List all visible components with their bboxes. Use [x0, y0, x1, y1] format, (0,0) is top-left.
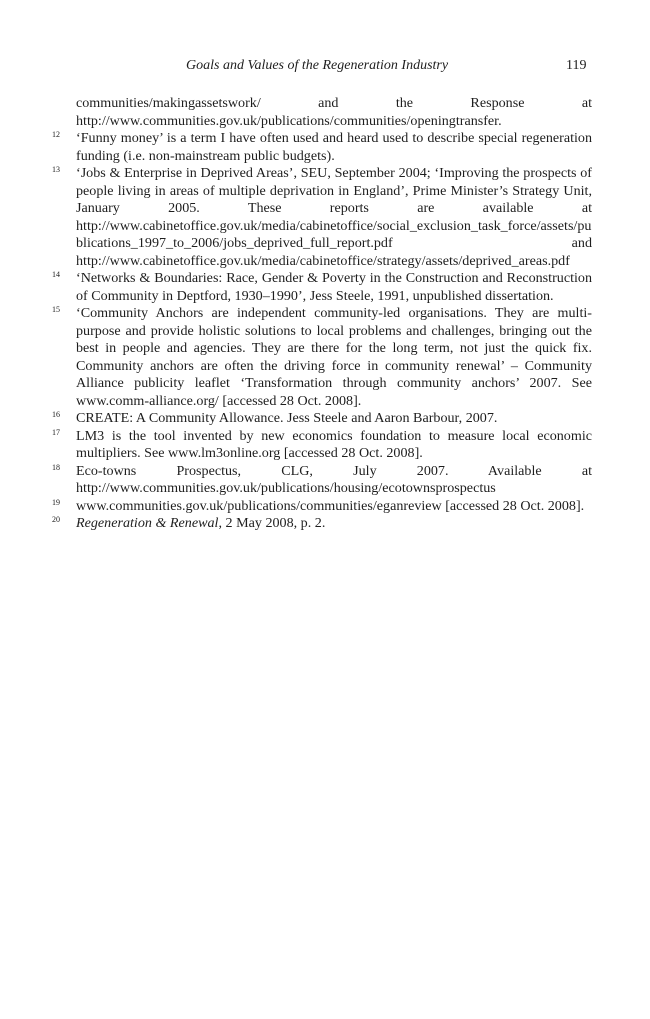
endnote-text: www.communities.gov.uk/publications/communities/eganreview [accessed 28 Oct. 2008].	[76, 497, 585, 514]
endnote-15	[52, 305, 592, 410]
endnote-continuation	[52, 95, 592, 130]
endnote-number: 14	[52, 270, 60, 279]
endnote-18	[52, 463, 592, 498]
endnote-12	[52, 130, 592, 165]
endnote-number: 20	[52, 515, 60, 524]
running-header	[0, 58, 650, 78]
endnote-text: ‘Jobs & Enterprise in Deprived Areas’, SEU, September 2004; ‘Improving the prospects of people living in areas of multiple deprivation in England’, Prime Minister’s Strategy Unit, January 2005. These reports are available at http://www.cabinetoffice.gov.uk/media/cabinetoffice/social_exclusion_task_force/assets/publications_1997_to_2006/jobs_deprived_full_report.pdf and http://www.cabinetoffice.gov.uk/media/cabinetoffice/strategy/assets/deprived_areas.pdf	[76, 165, 592, 269]
endnote-text: CREATE: A Community Allowance. Jess Steele and Aaron Barbour, 2007.	[76, 410, 498, 426]
running-title: Goals and Values of the Regeneration Industry	[186, 58, 449, 73]
endnote-text: Eco-towns Prospectus, CLG, July 2007. Available at http://www.communities.gov.uk/publications/housing/ecotownsprospectus	[76, 462, 592, 496]
endnote-number: 18	[52, 462, 60, 472]
journal-title: Regeneration & Renewal	[76, 515, 219, 531]
endnote-text	[76, 515, 592, 533]
endnote-14	[52, 270, 592, 305]
endnote-number: 12	[52, 130, 60, 139]
endnote-13	[52, 165, 592, 270]
endnote-number: 13	[52, 165, 60, 174]
endnote-19	[52, 498, 592, 516]
page-number: 119	[566, 58, 587, 73]
endnote-number: 19	[52, 497, 60, 507]
endnote-text: ‘Funny money’ is a term I have often used and heard used to describe special regeneration funding (i.e. non-mainstream public budgets).	[76, 130, 592, 164]
endnote-text: ‘Networks & Boundaries: Race, Gender & Poverty in the Construction and Reconstruction of Community in Deptford, 1930–1990’, Jess Steele, 1991, unpublished dissertation.	[76, 270, 592, 304]
endnote-17	[52, 428, 592, 463]
endnote-number: 17	[52, 427, 60, 437]
endnote-text: communities/makingassetswork/ and the Response at http://www.communities.gov.uk/publications/communities/openingtransfer.	[76, 95, 592, 129]
endnote-number: 15	[52, 305, 60, 314]
endnotes-list	[52, 95, 592, 533]
endnote-text: LM3 is the tool invented by new economics foundation to measure local economic multipliers. See www.lm3online.org [accessed 28 Oct. 2008].	[76, 427, 592, 461]
endnote-number: 16	[52, 410, 60, 419]
endnote-20	[52, 515, 592, 533]
citation-detail: , 2 May 2008, p. 2.	[218, 515, 326, 531]
endnote-text: ‘Community Anchors are independent community-led organisations. They are multi-purpose and provide holistic solutions to local problems and challenges, bringing out the best in people and agencies. They are there for the long term, not just the quick fix. Community anchors are often the driving force in community renewal’ – Community Alliance publicity leaflet ‘Transformation through community anchors’ 2007. See www.comm-alliance.org/ [accessed 28 Oct. 2008].	[76, 305, 592, 409]
endnote-16	[52, 410, 592, 428]
